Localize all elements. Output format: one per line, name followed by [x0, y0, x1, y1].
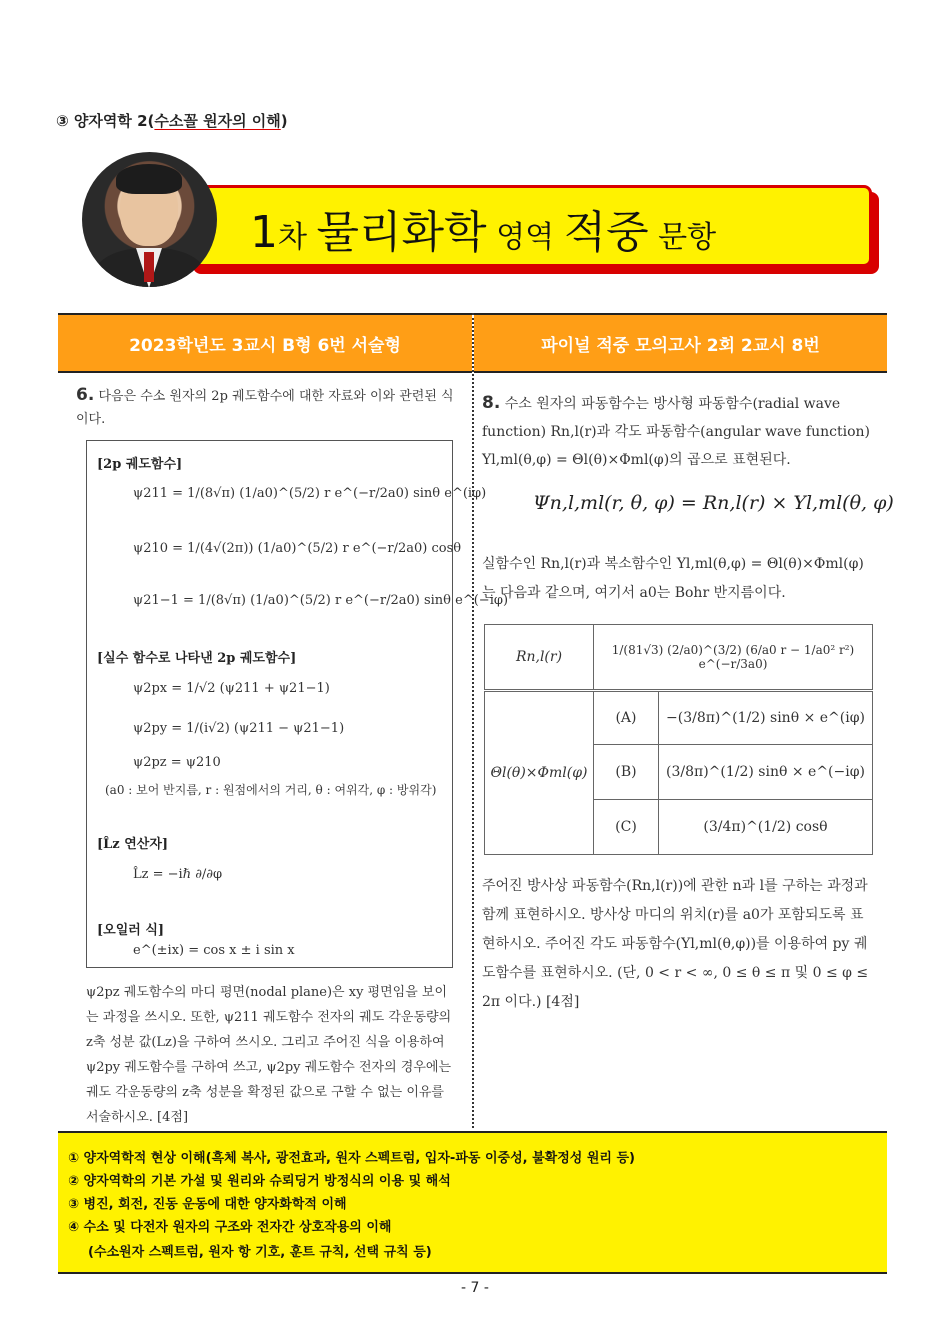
eq-lz: L̂z = −iℏ ∂/∂φ — [133, 867, 223, 882]
row-key-a: (A) — [594, 691, 659, 745]
row-key-c: (C) — [594, 800, 659, 855]
wavefunction-table — [484, 624, 873, 855]
q6-question: ψ2pz 궤도함수의 마디 평면(nodal plane)은 xy 평면임을 보이는 과정을 쓰시오. 또한, ψ211 궤도함수 전자의 궤도 각운동량의 z축 성분 값(Lz)을 구하여 쓰시오. 그리고 주어진 식을 이용하여 ψ2py 궤도함수를 구하여 쓰고, ψ2py 궤도함수 전자의 경우에는 궤도 각운동량의 z축 성분을 확정된 값으로 구할 수 없는 이유를 서술하시오. [4점] — [86, 985, 452, 1125]
topic-item-1: ① 양자역학적 현상 이해(흑체 복사, 광전효과, 원자 스펙트럼, 입자-파동 이중성, 불확정성 원리 등) — [68, 1151, 635, 1166]
row-expr-c: (3/4π)^(1/2) cosθ — [659, 800, 873, 855]
left-column-header: 2023학년도 3교시 B형 6번 서술형 — [58, 313, 472, 373]
eq-psi21m1: ψ21−1 = 1/(8√π) (1/a0)^(5/2) r e^(−r/2a0) sinθ e^(−iφ) — [133, 593, 509, 608]
topic-item-4-detail: (수소원자 스펙트럼, 원자 항 기호, 훈트 규칙, 선택 규칙 등) — [88, 1245, 432, 1260]
box-heading-euler: [오일러 식] — [97, 923, 165, 938]
box-heading-real: [실수 함수로 나타낸 2p 궤도함수] — [97, 651, 297, 666]
q6-data-box — [86, 440, 509, 968]
angular-label: Θl(θ)×Φml(φ) — [485, 691, 594, 855]
box-heading-2p: [2p 궤도함수] — [97, 457, 183, 472]
column-divider — [472, 313, 474, 1128]
topic-summary-box — [58, 1131, 887, 1274]
q8-intro: 8. 수소 원자의 파동함수는 방사형 파동함수(radial wave function) Rn,l(r)과 각도 파동함수(angular wave function) Yl,ml(θ,φ) = Θl(θ)×Φml(φ)의 곱으로 표현된다. — [482, 393, 870, 468]
q6-number: 6. — [76, 385, 95, 405]
topic-item-3: ③ 병진, 회전, 진동 운동에 대한 양자화학적 이해 — [68, 1197, 347, 1212]
page-number: - 7 - — [461, 1280, 489, 1296]
q6-intro: 6. 다음은 수소 원자의 2p 궤도함수에 대한 자료와 이와 관련된 식이다. — [76, 385, 454, 427]
eq-euler: e^(±ix) = cos x ± i sin x — [133, 943, 295, 958]
q8-number: 8. — [482, 393, 501, 413]
box-note: (a0 : 보어 반지름, r : 원점에서의 거리, θ : 여위각, φ : 방위각) — [105, 783, 437, 797]
box-heading-lz: [L̂z 연산자] — [97, 837, 169, 852]
eq-psi210: ψ210 = 1/(4√(2π)) (1/a0)^(5/2) r e^(−r/2a0) cosθ — [133, 541, 462, 556]
q8-mid-text: 실함수인 Rn,l(r)과 복소함수인 Yl,ml(θ,φ) = Θl(θ)×Φml(φ)는 다음과 같으며, 여기서 a0는 Bohr 반지름이다. — [482, 556, 864, 601]
row-expr-b: (3/8π)^(1/2) sinθ × e^(−iφ) — [659, 745, 873, 800]
topic-item-4: ④ 수소 및 다전자 원자의 구조와 전자간 상호작용의 이해 — [68, 1220, 392, 1235]
banner-title: 1차 물리화학 영역 적중 문항 — [250, 207, 717, 258]
wavefunction-equation: Ψn,l,ml(r, θ, φ) = Rn,l(r) × Yl,ml(θ, φ) — [533, 492, 894, 514]
section-heading: ③ 양자역학 2(수소꼴 원자의 이해) — [56, 112, 288, 130]
eq-psi2pz: ψ2pz = ψ210 — [133, 755, 221, 770]
row-expr-a: −(3/8π)^(1/2) sinθ × e^(iφ) — [659, 691, 873, 745]
eq-psi2py: ψ2py = 1/(i√2) (ψ211 − ψ21−1) — [133, 721, 345, 736]
eq-psi211: ψ211 = 1/(8√π) (1/a0)^(5/2) r e^(−r/2a0) sinθ e^(iφ) — [133, 486, 487, 501]
radial-expression: 1/(81√3) (2/a0)^(3/2) (6/a0 r − 1/a0² r²) e^(−r/3a0) — [594, 625, 873, 691]
right-column-header: 파이널 적중 모의고사 2회 2교시 8번 — [474, 313, 887, 373]
row-key-b: (B) — [594, 745, 659, 800]
section-heading-underlined: 수소꼴 원자의 이해 — [154, 112, 281, 130]
radial-label: Rn,l(r) — [485, 625, 594, 691]
instructor-photo — [82, 152, 217, 287]
topic-item-2: ② 양자역학의 기본 가설 및 원리와 슈뢰딩거 방정식의 이용 및 해석 — [68, 1174, 451, 1189]
eq-psi2px: ψ2px = 1/√2 (ψ211 + ψ21−1) — [133, 681, 330, 696]
q8-question: 주어진 방사상 파동함수(Rn,l(r))에 관한 n과 l를 구하는 과정과 함께 표현하시오. 방사상 마디의 위치(r)를 a0가 포함되도록 표현하시오. 주어진 각도 파동함수(Yl,ml(θ,φ))를 이용하여 py 궤도함수를 표현하시오. (단, 0 < r < ∞, 0 ≤ θ ≤ π 및 0 ≤ φ ≤ 2π 이다.) [4점] — [482, 878, 869, 1010]
